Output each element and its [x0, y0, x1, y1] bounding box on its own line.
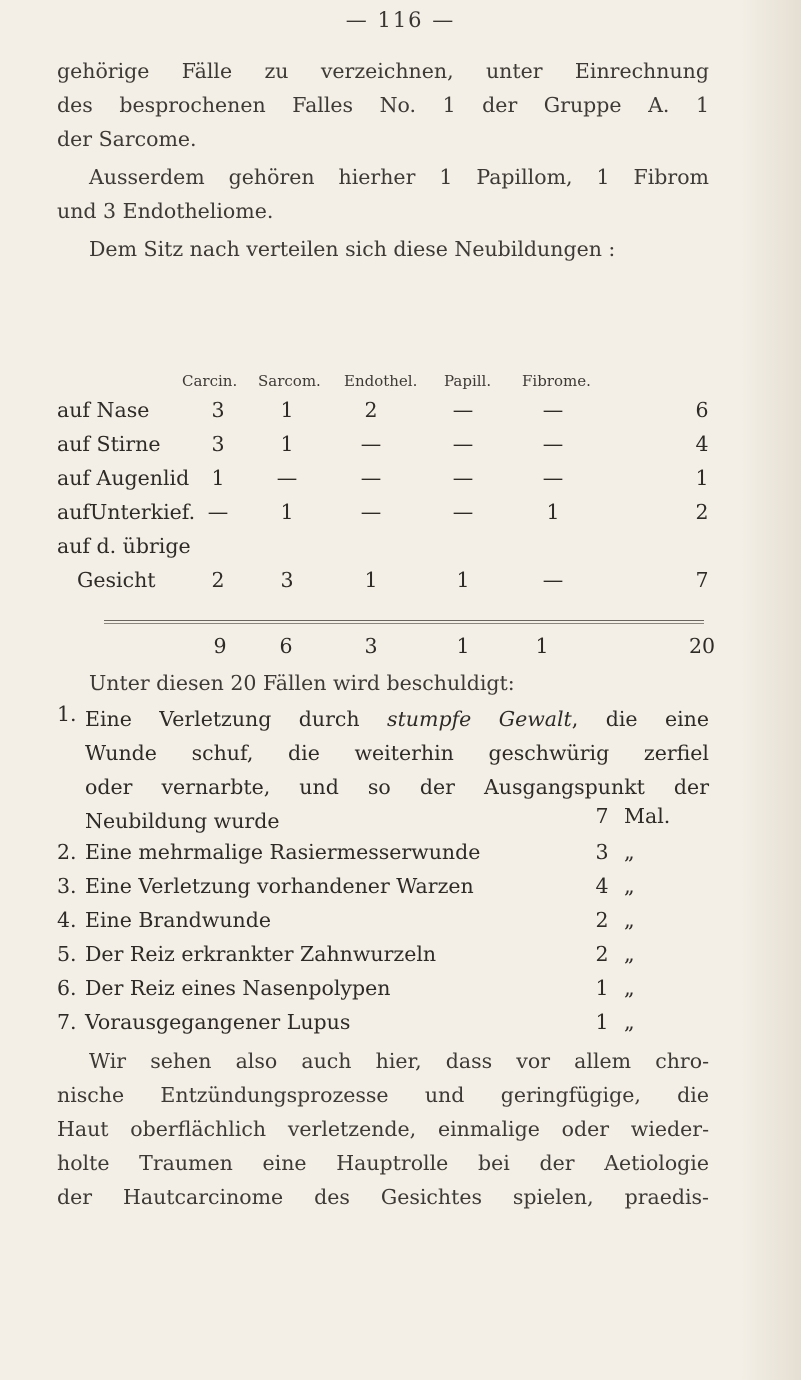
text-line: oder vernarbte, und so der Ausgangspunkt der — [85, 775, 709, 799]
item-unit: „ — [624, 908, 635, 932]
item-unit: „ — [624, 1010, 635, 1034]
row-label: auf Stirne — [57, 432, 161, 456]
cell: — — [542, 568, 564, 592]
sum-rule — [104, 623, 704, 624]
page-number-header: — 116 — — [345, 8, 456, 32]
table-totals-row — [0, 634, 801, 666]
table-row — [0, 568, 801, 600]
text-line: Eine Verletzung durch stumpfe Gewalt, die eine — [85, 707, 709, 731]
item-count: 3 — [595, 840, 609, 864]
list-item — [57, 942, 709, 976]
total-cell: 1 — [456, 634, 470, 658]
row-label: auf d. übrige — [57, 534, 191, 558]
text-line: Neubildung wurde — [85, 809, 280, 833]
row-label: aufUnterkief. — [57, 500, 196, 524]
cell: 1 — [695, 466, 709, 490]
cell: — — [276, 466, 298, 490]
text-line: Wir sehen also auch hier, dass vor allem chro- — [89, 1049, 709, 1073]
text-line: Unter diesen 20 Fällen wird beschuldigt: — [89, 671, 515, 695]
cell: — — [360, 500, 382, 524]
text-line: der Sarcome. — [57, 127, 197, 151]
cell: 1 — [456, 568, 470, 592]
total-cell: 3 — [364, 634, 378, 658]
causes-intro — [57, 666, 709, 700]
list-item — [57, 908, 709, 942]
cell: 1 — [280, 500, 294, 524]
additional-paragraph — [57, 160, 709, 228]
item-unit: „ — [624, 874, 635, 898]
cell: — — [452, 398, 474, 422]
cell: — — [360, 466, 382, 490]
row-label: auf Nase — [57, 398, 150, 422]
cell: 3 — [211, 398, 225, 422]
item-number: 3. — [57, 874, 77, 898]
item-count: 2 — [595, 942, 609, 966]
text-line: nische Entzündungsprozesse und geringfügige, die — [57, 1083, 709, 1107]
item-text: Eine mehrmalige Rasiermesserwunde — [85, 840, 481, 864]
item-unit: „ — [624, 840, 635, 864]
item-text: Eine Verletzung vorhandener Warzen — [85, 874, 474, 898]
cell: 1 — [364, 568, 378, 592]
table-row — [0, 500, 801, 532]
column-header: Fibrome. — [522, 372, 591, 390]
cell: 2 — [695, 500, 709, 524]
item-text: Vorausgegangener Lupus — [85, 1010, 351, 1034]
list-item — [57, 1010, 709, 1044]
cell: 7 — [695, 568, 709, 592]
cell: — — [542, 432, 564, 456]
distribution-intro — [57, 232, 709, 266]
item-count: 1 — [595, 1010, 609, 1034]
item-text: Der Reiz erkrankter Zahnwurzeln — [85, 942, 437, 966]
cell: 1 — [211, 466, 225, 490]
text-line: holte Traumen eine Hauptrolle bei der Aetiologie — [57, 1151, 709, 1175]
cell: 1 — [280, 432, 294, 456]
column-header: Papill. — [444, 372, 492, 390]
item-unit: „ — [624, 942, 635, 966]
cell: — — [360, 432, 382, 456]
cell: — — [207, 500, 229, 524]
text-line: Wunde schuf, die weiterhin geschwürig zerfiel — [85, 741, 709, 765]
cell: 3 — [280, 568, 294, 592]
table-row — [0, 466, 801, 498]
text-line: Dem Sitz nach verteilen sich diese Neubildungen : — [89, 237, 616, 261]
row-label: auf Augenlid — [57, 466, 190, 490]
item-text — [85, 702, 709, 838]
cell: 2 — [364, 398, 378, 422]
row-label-continued: Gesicht — [77, 568, 156, 592]
sum-rule — [104, 620, 704, 621]
item-number: 5. — [57, 942, 77, 966]
item-count: 2 — [595, 908, 609, 932]
item-number: 1. — [57, 702, 77, 726]
cell: — — [542, 466, 564, 490]
cell: — — [452, 466, 474, 490]
list-item — [57, 976, 709, 1010]
cell: 6 — [695, 398, 709, 422]
list-item — [57, 702, 709, 838]
cell: — — [452, 500, 474, 524]
column-header: Carcin. — [182, 372, 238, 390]
table-row — [0, 398, 801, 430]
text-line: gehörige Fälle zu verzeichnen, unter Einrechnung — [57, 59, 709, 83]
table-row — [0, 432, 801, 464]
text-line: Haut oberflächlich verletzende, einmalige oder wieder- — [57, 1117, 709, 1141]
item-count: 1 — [595, 976, 609, 1000]
column-header: Endothel. — [344, 372, 418, 390]
text-line: des besprochenen Falles No. 1 der Gruppe A. 1 — [57, 93, 709, 117]
cell: 3 — [211, 432, 225, 456]
total-cell: 20 — [688, 634, 716, 658]
page-edge-shading — [741, 0, 801, 1380]
total-cell: 6 — [279, 634, 293, 658]
cell: 1 — [280, 398, 294, 422]
cell: 1 — [546, 500, 560, 524]
item-text: Der Reiz eines Nasenpolypen — [85, 976, 391, 1000]
cell: — — [452, 432, 474, 456]
total-cell: 1 — [535, 634, 549, 658]
item-number: 7. — [57, 1010, 77, 1034]
item-number: 4. — [57, 908, 77, 932]
column-header: Sarcom. — [258, 372, 321, 390]
item-number: 6. — [57, 976, 77, 1000]
table-row — [0, 534, 801, 566]
list-item — [57, 874, 709, 908]
total-cell: 9 — [213, 634, 227, 658]
item-number: 2. — [57, 840, 77, 864]
item-unit: Mal. — [624, 804, 671, 828]
intro-paragraph — [57, 54, 709, 156]
cell: — — [542, 398, 564, 422]
item-unit: „ — [624, 976, 635, 1000]
item-text: Eine Brandwunde — [85, 908, 271, 932]
text-line: Ausserdem gehören hierher 1 Papillom, 1 Fibrom — [89, 165, 709, 189]
item-count: 7 — [595, 804, 609, 828]
conclusion-paragraph — [57, 1044, 709, 1214]
cell: 4 — [695, 432, 709, 456]
cell: 2 — [211, 568, 225, 592]
item-count: 4 — [595, 874, 609, 898]
list-item — [57, 840, 709, 874]
text-line: und 3 Endotheliome. — [57, 199, 274, 223]
text-line: der Hautcarcinome des Gesichtes spielen, praedis- — [57, 1185, 709, 1209]
